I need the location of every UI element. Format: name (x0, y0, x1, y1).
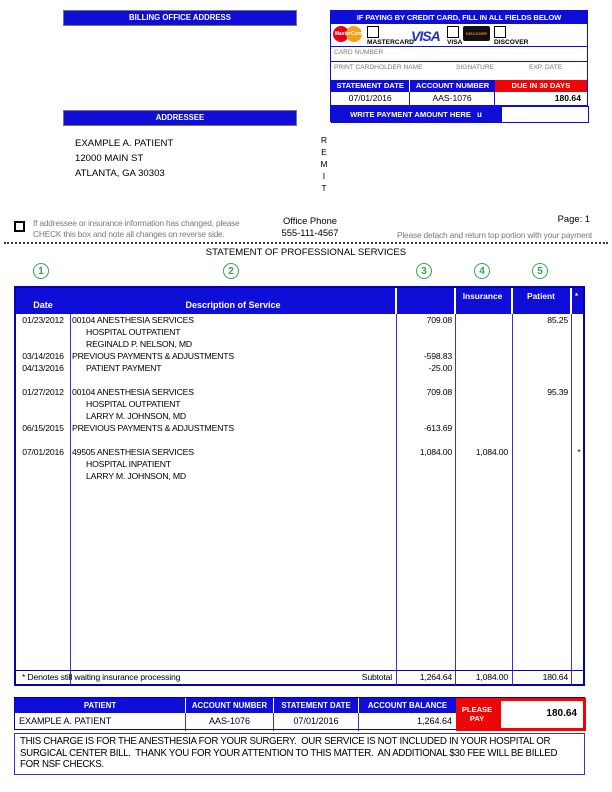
service-date: 03/14/2016 (22, 351, 64, 361)
service-row (16, 446, 583, 458)
addressee-city: ATLANTA, GA 30303 (75, 168, 165, 179)
credit-card-panel (330, 10, 588, 122)
signature-label: SIGNATURE (456, 64, 494, 71)
visa-logo-icon: VISA (411, 28, 440, 44)
statement-title: STATEMENT OF PROFESSIONAL SERVICES (205, 247, 407, 258)
statement-date-header: STATEMENT DATE (273, 698, 358, 713)
subtotal-patient: 180.64 (542, 672, 568, 682)
cardholder-signature-row[interactable] (331, 61, 587, 80)
office-phone-label: Office Phone (282, 215, 338, 226)
statement-values-row (331, 92, 587, 106)
service-patient: 85.25 (547, 315, 568, 325)
account-balance-value: 1,264.64 (358, 713, 456, 731)
service-row (16, 338, 583, 350)
amount-to-pay-box: 180.64 (498, 698, 586, 731)
visa-checkbox[interactable] (447, 26, 459, 38)
patient-header: PATIENT (83, 701, 117, 710)
service-amount: 709.08 (426, 315, 452, 325)
footer-message: THIS CHARGE IS FOR THE ANESTHESIA FOR YOUR SURGERY. OUR SERVICE IS NOT INCLUDED IN YOUR HOSPITAL OR SURGICAL CENTER BILL. THANK YOU FOR YOUR ATTENTION TO THIS MATTER. AN ADDITIONAL $30 FEE WILL BE BILLED FOR NSF CHECKS. (14, 733, 585, 775)
asterisk-column-header: * (574, 292, 579, 301)
service-date: 07/01/2016 (22, 447, 64, 457)
service-date: 01/27/2012 (22, 387, 64, 397)
service-description: PREVIOUS PAYMENTS & ADJUSTMENTS (72, 423, 234, 433)
subtotal-insurance: 1,084.00 (475, 672, 508, 682)
addressee-block (75, 136, 173, 181)
exp-date-label: EXP. DATE (529, 64, 563, 71)
service-description: 49505 ANESTHESIA SERVICES (72, 447, 194, 457)
callout-circle-2: 2 (223, 263, 239, 279)
account-number-value: AAS-1076 (410, 92, 494, 106)
service-amount: -25.00 (428, 363, 452, 373)
service-description: LARRY M. JOHNSON, MD (86, 471, 186, 481)
service-amount: 709.08 (426, 387, 452, 397)
service-amount: -613.69 (423, 423, 452, 433)
mastercard-logo-icon: MasterCard (333, 26, 364, 42)
service-description: HOSPITAL INPATIENT (86, 459, 171, 469)
address-change-notice: If addressee or insurance information has changed, please CHECK this box and note all changes on reverse side. (33, 218, 240, 239)
service-date: 01/23/2012 (22, 315, 64, 325)
office-phone-number: 555-111-4567 (281, 227, 339, 238)
service-description: 00104 ANESTHESIA SERVICES (72, 387, 194, 397)
payment-amount-input[interactable] (501, 106, 589, 123)
visa-label: VISA (447, 39, 463, 46)
service-patient: 95.39 (547, 387, 568, 397)
addressee-street: 12000 MAIN ST (75, 153, 144, 164)
callout-circle-5: 5 (532, 263, 548, 279)
service-amount: -598.83 (423, 351, 452, 361)
card-number-field[interactable] (331, 46, 587, 61)
due-in-30-days-header: DUE IN 30 DAYS (495, 80, 587, 92)
statement-date-value: 07/01/2016 (273, 713, 358, 731)
service-row (16, 374, 583, 386)
service-date: 06/15/2015 (22, 423, 64, 433)
service-description: PREVIOUS PAYMENTS & ADJUSTMENTS (72, 351, 234, 361)
addressee-bar: ADDRESSEE (63, 110, 297, 126)
subtotal-label: Subtotal (361, 672, 392, 682)
service-row (16, 470, 583, 482)
statement-date-value: 07/01/2016 (331, 92, 410, 106)
please-pay-cell: PLEASE PAY (456, 698, 498, 731)
summary-values-row (15, 713, 456, 731)
account-balance-header: ACCOUNT BALANCE (358, 698, 456, 713)
write-payment-label-bar: WRITE PAYMENT AMOUNT HERE u (331, 106, 501, 123)
service-row (16, 386, 583, 398)
patient-column-header: Patient (527, 291, 555, 301)
asterisk-footnote: * Denotes still waiting insurance processing (22, 672, 181, 682)
account-number-value: AAS-1076 (185, 713, 273, 731)
addressee-name: EXAMPLE A. PATIENT (75, 138, 174, 149)
service-row (16, 362, 583, 374)
detach-dotted-line (4, 242, 608, 244)
services-table-header (16, 288, 583, 314)
card-logos-row (331, 24, 587, 46)
service-description: PATIENT PAYMENT (86, 363, 162, 373)
service-description: HOSPITAL OUTPATIENT (86, 327, 181, 337)
service-row (16, 350, 583, 362)
billing-office-address-bar: BILLING OFFICE ADDRESS (63, 10, 297, 26)
account-number-header: ACCOUNT NUMBER (410, 80, 494, 92)
cardholder-name-label: PRINT CARDHOLDER NAME (334, 64, 423, 71)
callout-circle-4: 4 (474, 263, 490, 279)
account-number-header: ACCOUNT NUMBER (185, 698, 273, 713)
summary-header-row (15, 698, 456, 713)
detach-instruction: Please detach and return top portion with your payment (397, 230, 592, 240)
patient-value: EXAMPLE A. PATIENT (19, 716, 112, 726)
callout-circle-1: 1 (33, 263, 49, 279)
service-row (16, 398, 583, 410)
service-row (16, 326, 583, 338)
service-description: LARRY M. JOHNSON, MD (86, 411, 186, 421)
service-amount: 1,084.00 (419, 447, 452, 457)
discover-logo-icon: DISCOVER (463, 26, 490, 41)
mastercard-label: MASTERCARD (367, 39, 414, 46)
description-column-header: Description of Service (185, 300, 281, 310)
service-flag: * (577, 447, 581, 457)
remit-vertical-label: R E M I T (320, 135, 328, 193)
subtotal-amount: 1,264.64 (419, 672, 452, 682)
insurance-column-header: Insurance (462, 291, 503, 301)
summary-table (14, 697, 585, 730)
services-table-footer (16, 670, 583, 684)
statement-date-header: STATEMENT DATE (331, 80, 410, 92)
discover-checkbox[interactable] (494, 26, 506, 38)
service-insurance: 1,084.00 (475, 447, 508, 457)
mastercard-checkbox[interactable] (367, 26, 379, 38)
discover-label: DISCOVER (494, 39, 529, 46)
date-column-header: Date (33, 300, 53, 310)
service-description: 00104 ANESTHESIA SERVICES (72, 315, 194, 325)
address-change-checkbox[interactable] (14, 221, 25, 232)
write-payment-arrow-glyph: u (476, 110, 482, 119)
service-row (16, 434, 583, 446)
service-description: REGINALD P. NELSON, MD (86, 339, 192, 349)
service-date: 04/13/2016 (22, 363, 64, 373)
credit-card-header: IF PAYING BY CREDIT CARD, FILL IN ALL FIELDS BELOW (331, 11, 587, 24)
callout-circle-3: 3 (416, 263, 432, 279)
service-row (16, 458, 583, 470)
services-table (14, 286, 585, 686)
amount-due-value: 180.64 (554, 93, 581, 103)
service-row (16, 314, 583, 326)
write-payment-row (331, 106, 587, 123)
office-phone-block (262, 215, 358, 239)
service-row (16, 422, 583, 434)
card-number-label: CARD NUMBER (334, 49, 384, 56)
page-indicator: Page: 1 (557, 213, 590, 224)
statement-header-row (331, 80, 587, 92)
service-row (16, 410, 583, 422)
service-description: HOSPITAL OUTPATIENT (86, 399, 181, 409)
